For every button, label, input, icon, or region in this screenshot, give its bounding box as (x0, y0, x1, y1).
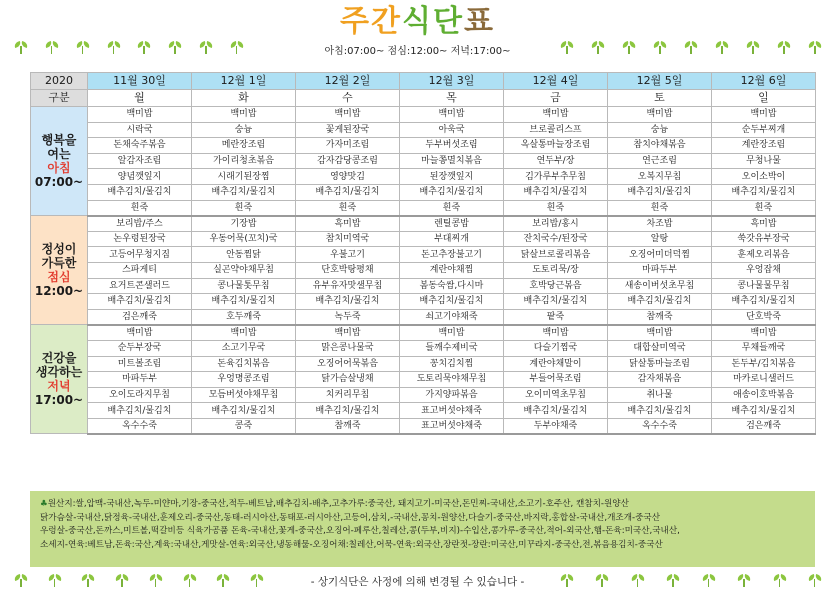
menu-item: 순두부장국 (88, 340, 192, 356)
menu-row (31, 107, 816, 123)
menu-item: 배추김치/물김치 (296, 184, 400, 200)
menu-item: 미트볼조림 (88, 356, 192, 372)
menu-item: 순두부찌개 (712, 122, 816, 138)
menu-item: 부들어묵조림 (504, 372, 608, 388)
menu-item: 다슬기찜국 (504, 340, 608, 356)
footer (0, 571, 835, 593)
menu-item: 참치야채볶음 (608, 138, 712, 154)
meal-label-text: 행복을 (41, 133, 77, 148)
weekday-cell: 월 (88, 90, 192, 107)
menu-item: 백미밥 (608, 325, 712, 341)
menu-row (31, 153, 816, 169)
menu-item: 감자감당콩조림 (296, 153, 400, 169)
menu-row (31, 200, 816, 216)
menu-item: 감자채볶음 (608, 372, 712, 388)
menu-item: 백미밥 (192, 107, 296, 123)
origin-line: 닭가슴살-국내산,닭정육-국내산,훈제오리-중국산,동태-러시아산,동태포-러시아산,고등어,삼치,-국내산,꽁치-원양산,다슬기-중국산,바지락,홍합살-국내산,개조개-중국산 (40, 512, 660, 523)
menu-item: 알감자조림 (88, 153, 192, 169)
menu-item: 흰죽 (192, 200, 296, 216)
breakfast-label (31, 107, 88, 216)
menu-item: 가지양파볶음 (400, 387, 504, 403)
date-row (31, 73, 816, 90)
menu-item: 배추김치/물김치 (712, 294, 816, 310)
weekday-row (31, 90, 816, 107)
menu-item: 배추김치/물김치 (400, 294, 504, 310)
menu-item: 우동어묵(꼬치)국 (192, 231, 296, 247)
menu-item: 닭살브로콜리볶음 (504, 247, 608, 263)
menu-item: 계란야채찜 (400, 262, 504, 278)
meal-label-text: 가득한 (41, 256, 77, 271)
menu-item: 스파게티 (88, 262, 192, 278)
menu-item: 녹두죽 (296, 309, 400, 325)
meal-label-text: 12:00~ (34, 284, 84, 299)
menu-row (31, 247, 816, 263)
menu-item: 흰죽 (400, 200, 504, 216)
menu-row (31, 418, 816, 434)
menu-item: 요거트콘샐러드 (88, 278, 192, 294)
menu-item: 계란장조림 (712, 138, 816, 154)
menu-item: 백미밥 (608, 107, 712, 123)
date-cell: 12월 5일 (608, 73, 712, 90)
date-cell: 11월 30일 (88, 73, 192, 90)
meal-label-text: 07:00~ (34, 175, 84, 190)
menu-row (31, 122, 816, 138)
menu-row (31, 309, 816, 325)
menu-item: 오이도라지무침 (88, 387, 192, 403)
menu-item: 브로콜리스프 (504, 122, 608, 138)
menu-item: 흰죽 (88, 200, 192, 216)
menu-item: 우엉잡채 (712, 262, 816, 278)
meal-label-text: 여는 (47, 147, 71, 162)
meal-label-text: 점심 (47, 270, 71, 285)
menu-item: 돈채숙주볶음 (88, 138, 192, 154)
menu-item: 배추김치/물김치 (192, 403, 296, 419)
menu-item: 오이소박이 (712, 169, 816, 185)
menu-item: 배추김치/물김치 (192, 294, 296, 310)
menu-item: 마카로니샐러드 (712, 372, 816, 388)
menu-item: 배추김치/물김치 (712, 403, 816, 419)
menu-item: 들깨수제비국 (400, 340, 504, 356)
origin-line: 우렁살-중국산,돈까스,미트볼,떡갈비등 식육가공품 돈육-국내산,꽃게-중국산,오징어-페루산,칠레산,콩(두부,비지)-수입산,콩가루-중국산,적어-외국산,햄-돈육:미국산,국내산, (40, 526, 680, 536)
menu-item: 치커리무침 (296, 387, 400, 403)
menu-item: 기장밥 (192, 216, 296, 232)
title-part-2: 식단 (402, 4, 464, 39)
menu-item: 콩나물톳무침 (192, 278, 296, 294)
menu-row (31, 340, 816, 356)
menu-item: 소고기무국 (192, 340, 296, 356)
menu-item: 돈고추장불고기 (400, 247, 504, 263)
menu-item: 숭늉 (608, 122, 712, 138)
menu-item: 논우렁된장국 (88, 231, 192, 247)
menu-item: 배추김치/물김치 (504, 184, 608, 200)
menu-item: 두부야채죽 (504, 418, 608, 434)
menu-item: 백미밥 (400, 107, 504, 123)
menu-item: 돈두부/김치볶음 (712, 356, 816, 372)
menu-item: 마늘쫑멸치볶음 (400, 153, 504, 169)
menu-item: 배추김치/물김치 (504, 403, 608, 419)
menu-item: 옥수수죽 (88, 418, 192, 434)
menu-item: 꽃게된장국 (296, 122, 400, 138)
change-notice: - 상기식단은 사정에 의해 변경될 수 있습니다 - (310, 576, 525, 588)
menu-item: 우불고기 (296, 247, 400, 263)
menu-item: 계란야채말이 (504, 356, 608, 372)
menu-item: 백미밥 (192, 325, 296, 341)
menu-item: 흑미밥 (712, 216, 816, 232)
menu-item: 봄동숙쌈,다시마 (400, 278, 504, 294)
weekday-cell: 목 (400, 90, 504, 107)
menu-item: 백미밥 (712, 325, 816, 341)
menu-row (31, 387, 816, 403)
meal-times: 아침:07:00~ 점심:12:00~ 저녁:17:00~ (324, 46, 511, 57)
menu-item: 연두부/장 (504, 153, 608, 169)
menu-item: 흰죽 (296, 200, 400, 216)
date-cell: 12월 3일 (400, 73, 504, 90)
menu-item: 백미밥 (504, 325, 608, 341)
menu-item: 우엉명콩조림 (192, 372, 296, 388)
menu-row (31, 325, 816, 341)
title-part-1: 주간 (340, 4, 402, 39)
menu-table (30, 72, 816, 435)
menu-row (31, 231, 816, 247)
menu-item: 흰죽 (504, 200, 608, 216)
menu-item: 콩죽 (192, 418, 296, 434)
menu-item: 배추김치/물김치 (296, 403, 400, 419)
menu-row (31, 138, 816, 154)
menu-item: 시락국 (88, 122, 192, 138)
weekday-cell: 수 (296, 90, 400, 107)
menu-item: 연근조림 (608, 153, 712, 169)
page-title (0, 4, 835, 40)
menu-item: 참깨죽 (296, 418, 400, 434)
menu-item: 단호박죽 (712, 309, 816, 325)
menu-item: 배추김치/물김치 (400, 184, 504, 200)
menu-item: 배추김치/물김치 (712, 184, 816, 200)
menu-item: 취나물 (608, 387, 712, 403)
menu-item: 닭가슴살냉채 (296, 372, 400, 388)
menu-item: 아욱국 (400, 122, 504, 138)
menu-row (31, 262, 816, 278)
menu-row (31, 403, 816, 419)
origin-text: 원산지:쌀,압맥-국내산,녹두-미얀마,기장-중국산,적두-베트남,배추김치-배추,고추가루:중국산, 돼지고기-미국산,돈민찌-국내산,소고기-호주산, 캔참치-원양산 (47, 499, 629, 509)
menu-item: 두부버섯조림 (400, 138, 504, 154)
menu-item: 백미밥 (296, 325, 400, 341)
menu-item: 마파두부 (88, 372, 192, 388)
menu-item: 배추김치/물김치 (504, 294, 608, 310)
menu-row (31, 356, 816, 372)
date-cell: 12월 6일 (712, 73, 816, 90)
menu-item: 맑은콩나물국 (296, 340, 400, 356)
menu-item: 백미밥 (88, 107, 192, 123)
menu-item: 콩나물물무침 (712, 278, 816, 294)
menu-row (31, 216, 816, 232)
menu-item: 호박당근볶음 (504, 278, 608, 294)
menu-row (31, 372, 816, 388)
menu-item: 훈제오리볶음 (712, 247, 816, 263)
menu-item: 참치미역국 (296, 231, 400, 247)
menu-item: 꽁치김치찜 (400, 356, 504, 372)
menu-row (31, 184, 816, 200)
meal-label-text: 17:00~ (34, 393, 84, 408)
menu-item: 옥살통마늘장조림 (504, 138, 608, 154)
menu-item: 배추김치/물김치 (296, 294, 400, 310)
meal-label-text: 건강을 (41, 351, 77, 366)
header (0, 0, 835, 66)
club-icon: ♣ (40, 499, 48, 509)
menu-item: 표고버섯야채죽 (400, 403, 504, 419)
menu-item: 무채들깨국 (712, 340, 816, 356)
menu-item: 흰죽 (712, 200, 816, 216)
menu-item: 보리밥/주스 (88, 216, 192, 232)
menu-item: 가이리청초볶음 (192, 153, 296, 169)
menu-item: 배추김치/물김치 (608, 294, 712, 310)
category-header: 구분 (31, 90, 88, 107)
weekday-cell: 토 (608, 90, 712, 107)
menu-item: 도토리묵/장 (504, 262, 608, 278)
date-cell: 12월 2일 (296, 73, 400, 90)
menu-item: 잔치국수/된장국 (504, 231, 608, 247)
origin-line (40, 498, 805, 512)
date-cell: 12월 4일 (504, 73, 608, 90)
menu-item: 마파두부 (608, 262, 712, 278)
menu-item: 검은깨죽 (712, 418, 816, 434)
menu-item: 배추김치/물김치 (88, 294, 192, 310)
menu-item: 백미밥 (400, 325, 504, 341)
menu-item: 가자미조림 (296, 138, 400, 154)
lunch-label (31, 216, 88, 325)
menu-item: 모듬버섯야채무침 (192, 387, 296, 403)
meal-label-text: 저녁 (47, 379, 71, 394)
menu-item: 알탕 (608, 231, 712, 247)
menu-item: 오징어어묵볶음 (296, 356, 400, 372)
menu-item: 배추김치/물김치 (608, 403, 712, 419)
menu-item: 부대찌개 (400, 231, 504, 247)
menu-item: 메란장조림 (192, 138, 296, 154)
menu-item: 옥수수죽 (608, 418, 712, 434)
menu-item: 실곤약야채무침 (192, 262, 296, 278)
menu-row (31, 294, 816, 310)
origin-notice (30, 491, 815, 567)
menu-item: 돈육김치볶음 (192, 356, 296, 372)
menu-item: 새송이버섯초무침 (608, 278, 712, 294)
weekday-cell: 금 (504, 90, 608, 107)
menu-item: 안동찜닭 (192, 247, 296, 263)
menu-item: 고등어무청지짐 (88, 247, 192, 263)
menu-item: 숭늉 (192, 122, 296, 138)
menu-item: 백미밥 (504, 107, 608, 123)
menu-item: 배추김치/물김치 (88, 403, 192, 419)
menu-item: 된장깻잎지 (400, 169, 504, 185)
menu-item: 백미밥 (296, 107, 400, 123)
menu-item: 시래기된장찜 (192, 169, 296, 185)
meal-label-text: 생각하는 (35, 365, 83, 380)
title-part-3: 표 (463, 4, 495, 39)
menu-item: 오징어미더덕찜 (608, 247, 712, 263)
menu-item: 영양맛김 (296, 169, 400, 185)
menu-item: 표고버섯야채죽 (400, 418, 504, 434)
menu-item: 배추김치/물김치 (88, 184, 192, 200)
menu-item: 배추김치/물김치 (192, 184, 296, 200)
menu-item: 유부유자맛샐무침 (296, 278, 400, 294)
dinner-label (31, 325, 88, 434)
menu-item: 참깨죽 (608, 309, 712, 325)
date-cell: 12월 1일 (192, 73, 296, 90)
weekday-cell: 일 (712, 90, 816, 107)
menu-row (31, 278, 816, 294)
weekday-cell: 화 (192, 90, 296, 107)
menu-item: 양념깻잎지 (88, 169, 192, 185)
menu-item: 김가루부추무침 (504, 169, 608, 185)
menu-item: 차조밥 (608, 216, 712, 232)
menu-item: 검은깨죽 (88, 309, 192, 325)
menu-item: 흑미밥 (296, 216, 400, 232)
menu-item: 닭살통마늘조림 (608, 356, 712, 372)
menu-item: 호두깨죽 (192, 309, 296, 325)
year-cell: 2020 (31, 73, 88, 90)
menu-item: 흰죽 (608, 200, 712, 216)
menu-item: 애송이호박볶음 (712, 387, 816, 403)
menu-item: 보리밥/홍시 (504, 216, 608, 232)
menu-item: 대합살미역국 (608, 340, 712, 356)
meal-label-text: 정성이 (41, 242, 77, 257)
origin-line: 소세지-연육:베트남,돈육:국산,계육:국내산,게맛살-연육:외국산,냉동해물-오징어채:칠레산,어묵-연육:외국산,장란젓-장란:미국산,미꾸라지-중국산,전,볶음용김치-중국산 (40, 539, 663, 550)
menu-item: 쑥갓유부장국 (712, 231, 816, 247)
menu-item: 백미밥 (88, 325, 192, 341)
meal-label-text: 아침 (47, 161, 71, 176)
menu-item: 팥죽 (504, 309, 608, 325)
menu-item: 오복지무침 (608, 169, 712, 185)
menu-item: 단호박탕평채 (296, 262, 400, 278)
menu-row (31, 169, 816, 185)
menu-item: 도토리묵야채무침 (400, 372, 504, 388)
menu-item: 배추김치/물김치 (608, 184, 712, 200)
menu-item: 백미밥 (712, 107, 816, 123)
menu-item: 무청나물 (712, 153, 816, 169)
menu-item: 쇠고기야채죽 (400, 309, 504, 325)
menu-item: 렌틸콩밥 (400, 216, 504, 232)
menu-item: 오이미역초무침 (504, 387, 608, 403)
